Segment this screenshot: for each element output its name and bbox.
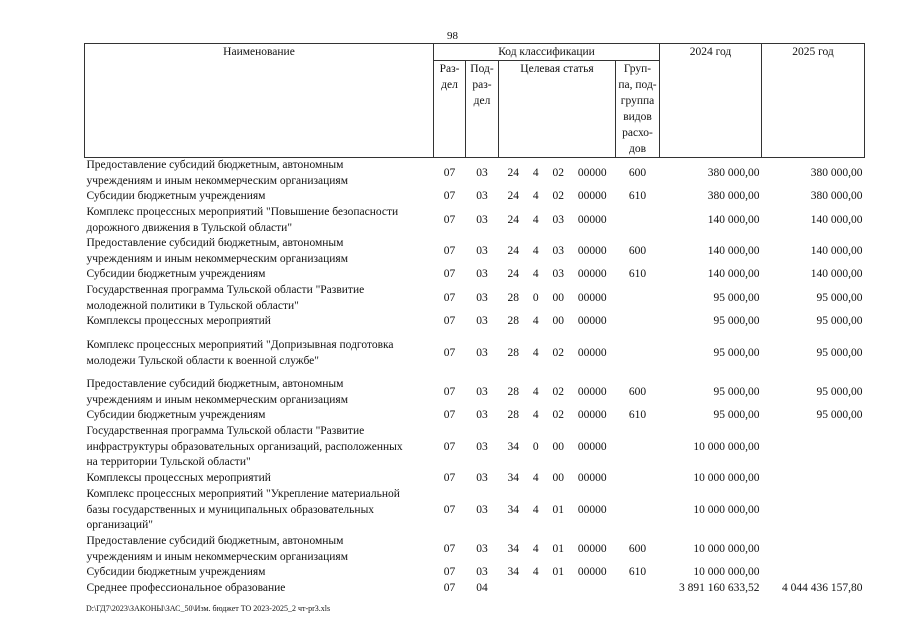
target-article-parts [501, 503, 614, 519]
target-article-parts [501, 244, 614, 260]
target-article-part: 34 [507, 440, 519, 453]
amount-2024: 380 000,00 [707, 190, 760, 203]
target-article-part: 00000 [577, 190, 607, 203]
row-name-line: Предоставление субсидий бюджетным, автономным [86, 535, 344, 547]
row-name-line: молодежи Тульской области к военной службе" [86, 354, 319, 367]
row-name-line: молодежной политики в Тульской области" [86, 299, 299, 312]
target-article-part: 00 [552, 472, 564, 485]
target-article-part: 03 [552, 213, 564, 226]
target-article-part: 4 [532, 503, 539, 516]
amount-2025: 140 000,00 [810, 268, 863, 281]
table-row [85, 314, 865, 330]
target-article-code [499, 581, 616, 597]
expense-group-code [616, 487, 660, 534]
target-article-part: 34 [507, 566, 519, 579]
target-article-part: 00000 [577, 409, 607, 422]
table-row [85, 487, 865, 534]
amount-2024: 140 000,00 [707, 244, 760, 257]
amount-2025: 95 000,00 [816, 346, 863, 359]
amount-2024: 95 000,00 [713, 385, 760, 398]
target-article-part: 24 [507, 268, 519, 281]
row-name-line: Субсидии бюджетным учреждениям [86, 566, 266, 579]
target-article-part: 03 [552, 244, 564, 257]
target-article-part: 00000 [577, 268, 607, 281]
podrazdel-code: 03 [476, 440, 488, 453]
row-name-line: Комплекс процессных мероприятий "Допризывная подготовка [86, 339, 394, 351]
amount-2024: 95 000,00 [713, 291, 760, 304]
expense-group-code: 600 [628, 166, 647, 179]
podrazdel-code: 03 [476, 291, 488, 304]
razdel-code: 07 [443, 409, 456, 422]
table-row [85, 189, 865, 205]
target-article-parts [501, 471, 614, 487]
podrazdel-code: 03 [476, 268, 488, 281]
target-article-part: 03 [552, 268, 564, 281]
table-row [85, 534, 865, 565]
row-name-line: учреждениям и иным некоммерческим организациям [86, 252, 348, 265]
amount-2024: 10 000 000,00 [693, 566, 760, 579]
podrazdel-code: 03 [476, 472, 488, 485]
podrazdel-code: 03 [476, 566, 488, 579]
table-row [85, 408, 865, 424]
target-article-part: 00000 [577, 346, 607, 359]
row-name [85, 158, 434, 190]
row-name-line: Субсидии бюджетным учреждениям [86, 190, 266, 203]
target-article-part: 24 [507, 190, 519, 203]
podrazdel-code: 03 [476, 503, 488, 516]
row-name-line: Комплекс процессных мероприятий "Повышение безопасности [86, 206, 399, 218]
row-name-line: дорожного движения в Тульской области" [86, 221, 293, 234]
target-article-part: 02 [552, 346, 564, 359]
row-name-line: Комплексы процессных мероприятий [86, 472, 271, 485]
target-article-code [499, 330, 616, 377]
amount-2025: 140 000,00 [810, 213, 863, 226]
podrazdel-code: 03 [476, 190, 488, 203]
row-name-line: на территории Тульской области" [86, 456, 251, 469]
podrazdel-code: 03 [476, 244, 488, 257]
header-expense-group [616, 61, 660, 158]
header-group-line: дов [628, 143, 647, 155]
amount-2025: 95 000,00 [816, 385, 863, 398]
row-name-line: Комплекс процессных мероприятий "Укрепление материальной [86, 488, 400, 501]
table-row [85, 565, 865, 581]
target-article-part: 28 [507, 409, 519, 422]
row-name [85, 314, 434, 330]
budget-table [84, 43, 865, 597]
target-article-part: 00000 [577, 166, 607, 179]
podrazdel-code: 03 [476, 409, 488, 422]
expense-group-code: 610 [628, 190, 647, 203]
razdel-code: 07 [443, 542, 456, 555]
table-row [85, 283, 865, 314]
target-article-code [499, 236, 616, 267]
target-article-code [499, 283, 616, 314]
row-name [85, 424, 434, 471]
amount-2025 [762, 487, 865, 534]
expense-group-code: 610 [628, 268, 647, 281]
table-row [85, 377, 865, 408]
header-year-2025: 2025 год [762, 44, 865, 158]
target-article-code [499, 424, 616, 471]
row-name-line: учреждениям и иным некоммерческим организациям [86, 174, 348, 187]
header-razdel [434, 61, 466, 158]
target-article-code [499, 314, 616, 330]
header-podrazdel-line: дел [473, 95, 491, 107]
header-podrazdel-line: раз- [472, 79, 492, 91]
target-article-part: 0 [532, 291, 539, 304]
target-article-part: 4 [532, 385, 539, 398]
amount-2025 [762, 424, 865, 471]
target-article-parts [501, 267, 614, 283]
table-body [85, 158, 865, 598]
target-article-part: 02 [552, 385, 564, 398]
target-article-part: 00 [552, 440, 564, 453]
target-article-part: 00000 [577, 440, 607, 453]
target-article-part: 00000 [577, 472, 607, 485]
target-article-parts [501, 213, 614, 229]
amount-2025 [762, 471, 865, 487]
podrazdel-code: 03 [476, 166, 488, 179]
target-article-parts [501, 346, 614, 362]
amount-2024: 3 891 160 633,52 [679, 582, 760, 595]
row-name-line: Субсидии бюджетным учреждениям [86, 268, 266, 281]
amount-2024: 380 000,00 [707, 166, 760, 179]
target-article-parts [501, 189, 614, 205]
expense-group-code [616, 330, 660, 377]
row-name-line: Среднее профессиональное образование [86, 582, 286, 595]
target-article-part: 00000 [577, 503, 607, 516]
amount-2025: 380 000,00 [810, 166, 863, 179]
expense-group-code [616, 471, 660, 487]
target-article-part: 00 [552, 291, 564, 304]
row-name-line: организаций" [86, 519, 153, 532]
target-article-part: 4 [532, 566, 539, 579]
header-razdel-line: дел [441, 79, 458, 91]
row-name-line: учреждениям и иным некоммерческим организациям [86, 393, 348, 406]
expense-group-code [616, 424, 660, 471]
target-article-code [499, 189, 616, 205]
row-name-line: Субсидии бюджетным учреждениям [86, 409, 266, 422]
razdel-code: 07 [443, 440, 456, 453]
row-name-line: Предоставление субсидий бюджетным, автономным [86, 237, 344, 249]
table-row [85, 205, 865, 236]
row-name-line: Предоставление субсидий бюджетным, автономным [86, 378, 344, 390]
amount-2025: 95 000,00 [816, 315, 863, 328]
target-article-part: 02 [552, 190, 564, 203]
target-article-part: 00 [552, 315, 564, 328]
target-article-parts [501, 314, 614, 330]
expense-group-code [616, 205, 660, 236]
target-article-parts [501, 166, 614, 182]
target-article-part: 0 [532, 440, 539, 453]
target-article-part: 02 [552, 409, 564, 422]
target-article-part: 24 [507, 213, 519, 226]
amount-2024: 10 000 000,00 [693, 503, 760, 516]
row-name [85, 205, 434, 236]
target-article-parts [501, 440, 614, 456]
razdel-code: 07 [443, 213, 456, 226]
target-article-code [499, 377, 616, 408]
podrazdel-code: 03 [476, 213, 488, 226]
expense-group-code: 610 [628, 566, 647, 579]
razdel-code: 07 [443, 268, 456, 281]
amount-2025: 4 044 436 157,80 [782, 582, 863, 595]
target-article-part: 4 [532, 166, 539, 179]
target-article-part: 34 [507, 503, 519, 516]
header-year-2024: 2024 год [660, 44, 762, 158]
podrazdel-code: 03 [476, 346, 488, 359]
target-article-part: 24 [507, 244, 519, 257]
row-name [85, 267, 434, 283]
amount-2024: 95 000,00 [713, 346, 760, 359]
row-name-line: Государственная программа Тульской области "Развитие [86, 284, 365, 296]
table-row [85, 581, 865, 597]
razdel-code: 07 [443, 166, 456, 179]
target-article-code [499, 565, 616, 581]
amount-2024: 10 000 000,00 [693, 440, 760, 453]
target-article-part: 4 [532, 190, 539, 203]
row-name [85, 581, 434, 597]
podrazdel-code: 03 [476, 542, 488, 555]
header-group-line: группа [620, 95, 655, 107]
header-name: Наименование [85, 44, 434, 158]
amount-2024: 140 000,00 [707, 213, 760, 226]
target-article-part: 00000 [577, 213, 607, 226]
header-group-line: расхо- [622, 127, 653, 139]
row-name [85, 283, 434, 314]
row-name [85, 408, 434, 424]
page-number: 98 [447, 30, 458, 42]
row-name-line: Государственная программа Тульской области "Развитие [86, 425, 365, 438]
table-row [85, 424, 865, 471]
amount-2025 [762, 565, 865, 581]
footer-file-path: D:\ГД7\2023\ЗАКОНЫ\ЗАС_50\Изм. бюджет ТО 2023-2025_2 чт-pr3.xls [86, 604, 331, 613]
expense-group-code [616, 314, 660, 330]
podrazdel-code: 03 [476, 315, 488, 328]
target-article-code [499, 158, 616, 190]
target-article-part: 4 [532, 268, 539, 281]
razdel-code: 07 [443, 582, 456, 595]
table-row [85, 471, 865, 487]
row-name [85, 330, 434, 377]
target-article-part: 00000 [577, 291, 607, 304]
target-article-part: 4 [532, 409, 539, 422]
row-name [85, 471, 434, 487]
target-article-part: 02 [552, 166, 564, 179]
row-name-line: базы государственных и муниципальных образовательных [86, 503, 375, 516]
table-row [85, 158, 865, 190]
expense-group-code: 600 [628, 244, 647, 257]
razdel-code: 07 [443, 346, 456, 359]
row-name-line: учреждениям и иным некоммерческим организациям [86, 550, 348, 563]
header-group-line: па, под- [618, 79, 657, 91]
row-name [85, 487, 434, 534]
podrazdel-code: 03 [476, 385, 488, 398]
target-article-part: 4 [532, 315, 539, 328]
row-name-line: Предоставление субсидий бюджетным, автономным [86, 159, 344, 171]
header-target-article: Целевая статья [499, 61, 616, 158]
expense-group-code: 610 [628, 409, 647, 422]
target-article-part: 01 [552, 503, 564, 516]
target-article-part: 4 [532, 542, 539, 555]
expense-group-code [616, 283, 660, 314]
target-article-part: 4 [532, 213, 539, 226]
amount-2025: 95 000,00 [816, 409, 863, 422]
target-article-parts [501, 291, 614, 307]
table-row [85, 330, 865, 377]
target-article-code [499, 267, 616, 283]
target-article-part: 4 [532, 346, 539, 359]
target-article-part: 00000 [577, 385, 607, 398]
target-article-code [499, 471, 616, 487]
row-name [85, 565, 434, 581]
razdel-code: 07 [443, 190, 456, 203]
header-group-line: видов [623, 111, 652, 123]
target-article-part: 4 [532, 472, 539, 485]
target-article-parts [501, 565, 614, 581]
row-name [85, 189, 434, 205]
target-article-part: 00000 [577, 244, 607, 257]
target-article-part: 28 [507, 346, 519, 359]
target-article-code [499, 205, 616, 236]
razdel-code: 07 [443, 385, 456, 398]
header-podrazdel [466, 61, 499, 158]
target-article-part: 00000 [577, 566, 607, 579]
razdel-code: 07 [443, 472, 456, 485]
amount-2024: 10 000 000,00 [693, 542, 760, 555]
target-article-code [499, 408, 616, 424]
target-article-part: 24 [507, 166, 519, 179]
razdel-code: 07 [443, 315, 456, 328]
row-name-line: инфраструктуры образовательных организаций, расположенных [86, 440, 403, 453]
header-code: Код классификации [434, 44, 660, 61]
razdel-code: 07 [443, 244, 456, 257]
target-article-parts [501, 542, 614, 558]
amount-2025: 380 000,00 [810, 190, 863, 203]
row-name [85, 236, 434, 267]
table-header [85, 44, 865, 158]
expense-group-code: 600 [628, 385, 647, 398]
expense-group-code [616, 581, 660, 597]
table-row [85, 236, 865, 267]
amount-2024: 10 000 000,00 [693, 472, 760, 485]
target-article-part: 01 [552, 542, 564, 555]
target-article-part: 4 [532, 244, 539, 257]
target-article-part: 28 [507, 315, 519, 328]
target-article-part: 00000 [577, 542, 607, 555]
row-name [85, 534, 434, 565]
target-article-part: 28 [507, 291, 519, 304]
target-article-code [499, 534, 616, 565]
target-article-parts [501, 408, 614, 424]
target-article-parts [501, 385, 614, 401]
header-podrazdel-line: Под- [470, 63, 494, 75]
amount-2025: 95 000,00 [816, 291, 863, 304]
header-group-line: Груп- [623, 63, 652, 75]
expense-group-code: 600 [628, 542, 647, 555]
header-razdel-line: Раз- [439, 63, 460, 75]
target-article-part: 01 [552, 566, 564, 579]
target-article-part: 28 [507, 385, 519, 398]
amount-2024: 95 000,00 [713, 315, 760, 328]
razdel-code: 07 [443, 291, 456, 304]
target-article-part: 00000 [577, 315, 607, 328]
podrazdel-code: 04 [476, 582, 488, 595]
amount-2025 [762, 534, 865, 565]
target-article-part: 34 [507, 472, 519, 485]
target-article-code [499, 487, 616, 534]
row-name [85, 377, 434, 408]
razdel-code: 07 [443, 503, 456, 516]
razdel-code: 07 [443, 566, 456, 579]
row-name-line: Комплексы процессных мероприятий [86, 315, 271, 328]
amount-2024: 95 000,00 [713, 409, 760, 422]
table-row [85, 267, 865, 283]
amount-2024: 140 000,00 [707, 268, 760, 281]
amount-2025: 140 000,00 [810, 244, 863, 257]
target-article-part: 34 [507, 542, 519, 555]
